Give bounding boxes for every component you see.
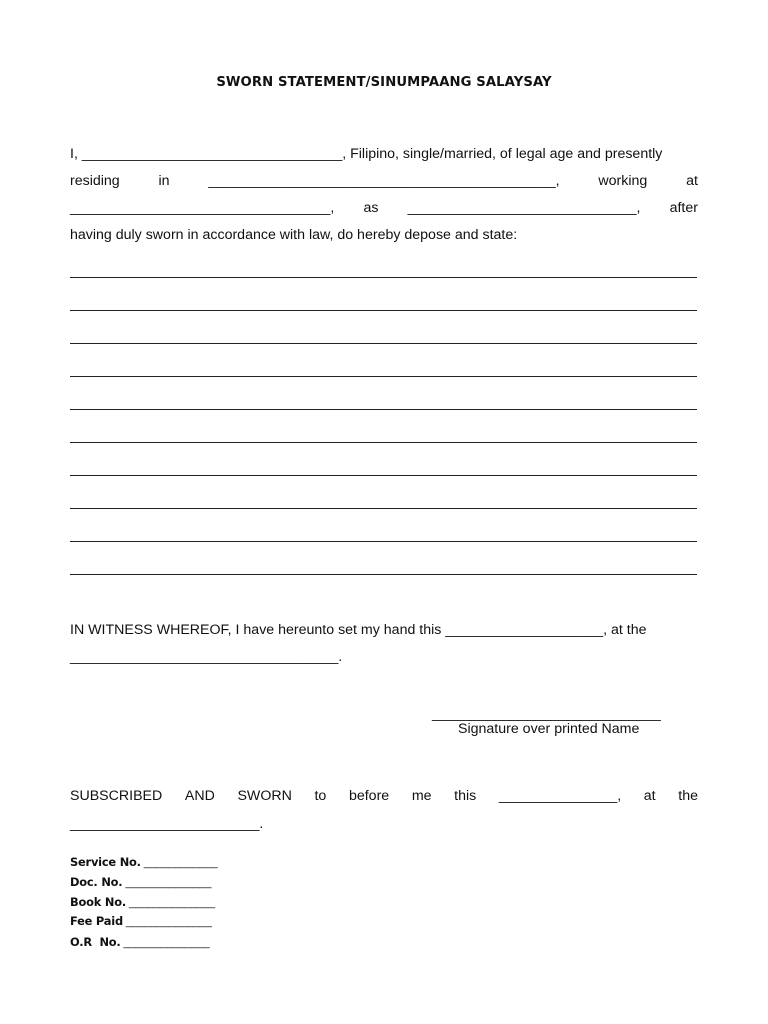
intro-word: working (598, 173, 648, 189)
subscribed-word: AND (184, 788, 215, 804)
statement-line[interactable] (70, 574, 697, 575)
subscribed-word: the (678, 788, 698, 804)
position-blank[interactable]: _____________________________, (407, 200, 641, 216)
notary-label: Service No. (70, 855, 141, 869)
intro-word: at (686, 173, 698, 189)
witness-text: IN WITNESS WHEREOF, I have hereunto set my hand this (70, 622, 446, 638)
statement-line[interactable] (70, 442, 697, 443)
statement-line[interactable] (70, 277, 697, 278)
intro-word: in (158, 173, 170, 189)
notary-service-no (70, 855, 217, 869)
subscribed-place-blank[interactable]: ________________________. (70, 816, 264, 832)
notary-blank[interactable]: ______________ (125, 897, 215, 909)
subscribed-line-1 (70, 787, 698, 805)
signature-caption: Signature over printed Name (458, 721, 640, 737)
intro-text: , Filipino, single/married, of legal age and presently (342, 146, 663, 162)
document-title: SWORN STATEMENT/SINUMPAANG SALAYSAY (216, 75, 552, 90)
notary-blank[interactable]: ______________ (122, 877, 212, 889)
subscribed-word: SWORN (237, 788, 292, 804)
intro-word: as (363, 200, 379, 216)
intro-line-4: having duly sworn in accordance with law, do hereby depose and state: (70, 227, 518, 243)
notary-fee-paid (70, 914, 212, 928)
notary-blank[interactable]: ______________ (122, 916, 212, 928)
notary-doc-no (70, 875, 211, 889)
statement-line[interactable] (70, 376, 697, 377)
notary-label: O.R No. (70, 935, 121, 949)
notary-blank[interactable]: ______________ (120, 937, 210, 949)
notary-label: Fee Paid (70, 914, 123, 928)
notary-label: Book No. (70, 895, 126, 909)
intro-text: I, (70, 146, 82, 162)
notary-book-no (70, 895, 215, 909)
intro-word: residing (70, 173, 120, 189)
statement-line[interactable] (70, 409, 697, 410)
statement-line[interactable] (70, 508, 697, 509)
statement-line[interactable] (70, 343, 697, 344)
witness-date-blank[interactable]: ____________________ (445, 622, 604, 638)
intro-line-2 (70, 172, 698, 190)
subscribed-date-blank[interactable]: _______________, (498, 788, 622, 804)
signature-line[interactable]: _____________________________ (432, 706, 661, 722)
witness-line-1 (70, 621, 698, 639)
witness-text: , at the (603, 622, 647, 638)
statement-line[interactable] (70, 310, 697, 311)
notary-blank[interactable]: ____________ (140, 857, 218, 869)
statement-line[interactable] (70, 541, 697, 542)
name-blank[interactable]: _________________________________ (81, 146, 343, 162)
subscribed-word: me (411, 788, 432, 804)
residence-blank[interactable]: ____________________________________________, (208, 173, 560, 189)
subscribed-word: before (348, 788, 390, 804)
notary-label: Doc. No. (70, 875, 123, 889)
subscribed-word: SUBSCRIBED (70, 788, 163, 804)
subscribed-word: at (643, 788, 656, 804)
notary-or-no (70, 935, 209, 949)
subscribed-word: to (314, 788, 327, 804)
intro-line-1 (70, 145, 698, 163)
statement-line[interactable] (70, 475, 697, 476)
witness-place-blank[interactable]: __________________________________. (70, 649, 343, 665)
intro-word: after (669, 200, 698, 216)
intro-line-3 (70, 199, 698, 217)
subscribed-word: this (454, 788, 477, 804)
workplace-blank[interactable]: _________________________________, (70, 200, 335, 216)
